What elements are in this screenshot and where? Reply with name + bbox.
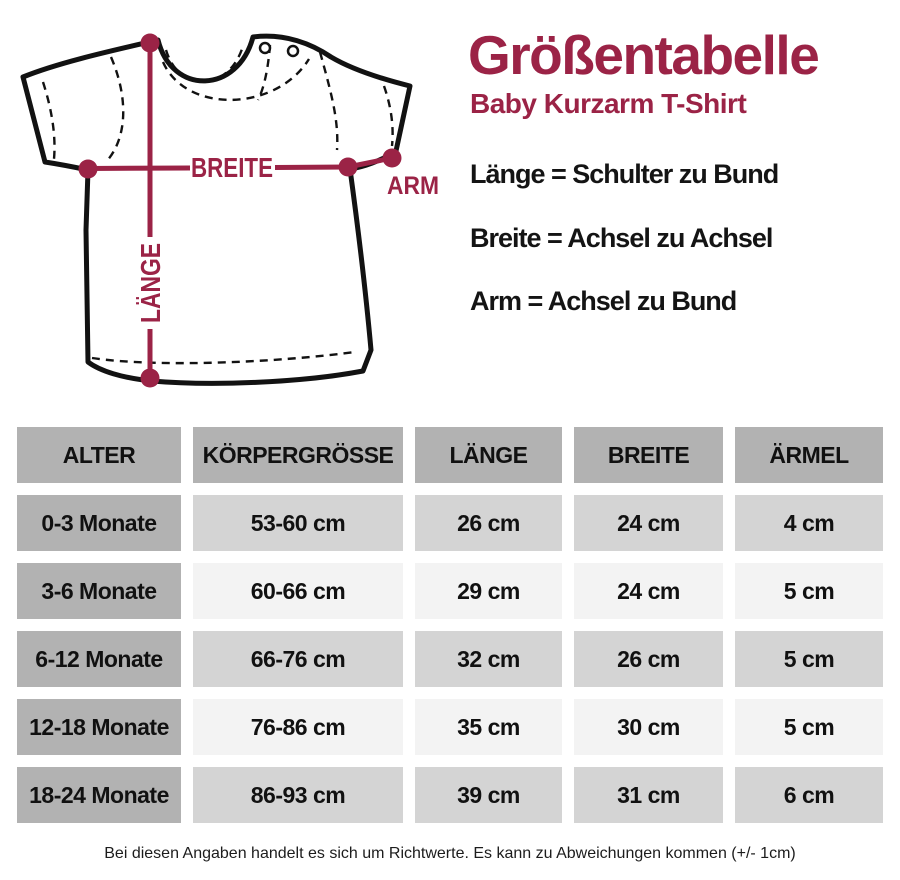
table-cell: 4 cm [735, 495, 883, 551]
table-cell: 0-3 Monate [17, 495, 181, 551]
measurement-definitions [470, 160, 778, 351]
table-cell: 53-60 cm [193, 495, 403, 551]
table-cell: 5 cm [735, 563, 883, 619]
table-cell: 3-6 Monate [17, 563, 181, 619]
snap-button-icon [288, 46, 298, 56]
tshirt-outline [23, 36, 410, 383]
table-cell: 32 cm [415, 631, 562, 687]
column-header-laenge: LÄNGE [415, 427, 562, 483]
table-cell: 6 cm [735, 767, 883, 823]
snap-button-icon [260, 43, 270, 53]
column-header-alter: ALTER [17, 427, 181, 483]
page-title: Größentabelle [468, 24, 819, 86]
table-cell: 35 cm [415, 699, 562, 755]
table-cell: 60-66 cm [193, 563, 403, 619]
definition-breite: Breite = Achsel zu Achsel [470, 222, 773, 253]
size-table [17, 427, 883, 823]
table-cell: 86-93 cm [193, 767, 403, 823]
column-header-aermel: ÄRMEL [735, 427, 883, 483]
definition-laenge: Länge = Schulter zu Bund [470, 159, 779, 189]
table-cell: 6-12 Monate [17, 631, 181, 687]
table-cell: 26 cm [415, 495, 562, 551]
table-cell: 18-24 Monate [17, 767, 181, 823]
header-block [468, 24, 819, 120]
table-cell: 76-86 cm [193, 699, 403, 755]
table-cell: 24 cm [574, 495, 723, 551]
column-header-koerpergroesse: KÖRPERGRÖSSE [193, 427, 403, 483]
definition-arm: Arm = Achsel zu Bund [470, 286, 737, 317]
table-cell: 29 cm [415, 563, 562, 619]
table-cell: 24 cm [574, 563, 723, 619]
column-header-breite: BREITE [574, 427, 723, 483]
laenge-label: LÄNGE [135, 225, 166, 323]
table-cell: 5 cm [735, 699, 883, 755]
table-cell: 26 cm [574, 631, 723, 687]
breite-label: BREITE [191, 152, 273, 183]
table-cell: 31 cm [574, 767, 723, 823]
table-cell: 5 cm [735, 631, 883, 687]
table-cell: 30 cm [574, 699, 723, 755]
table-cell: 66-76 cm [193, 631, 403, 687]
page-subtitle: Baby Kurzarm T-Shirt [470, 88, 747, 119]
tshirt-measurement-diagram [0, 0, 450, 420]
table-cell: 39 cm [415, 767, 562, 823]
arm-label: ARM [387, 172, 439, 200]
table-cell: 12-18 Monate [17, 699, 181, 755]
disclaimer-note: Bei diesen Angaben handelt es sich um Richtwerte. Es kann zu Abweichungen kommen (+/- 1cm) [104, 845, 796, 862]
